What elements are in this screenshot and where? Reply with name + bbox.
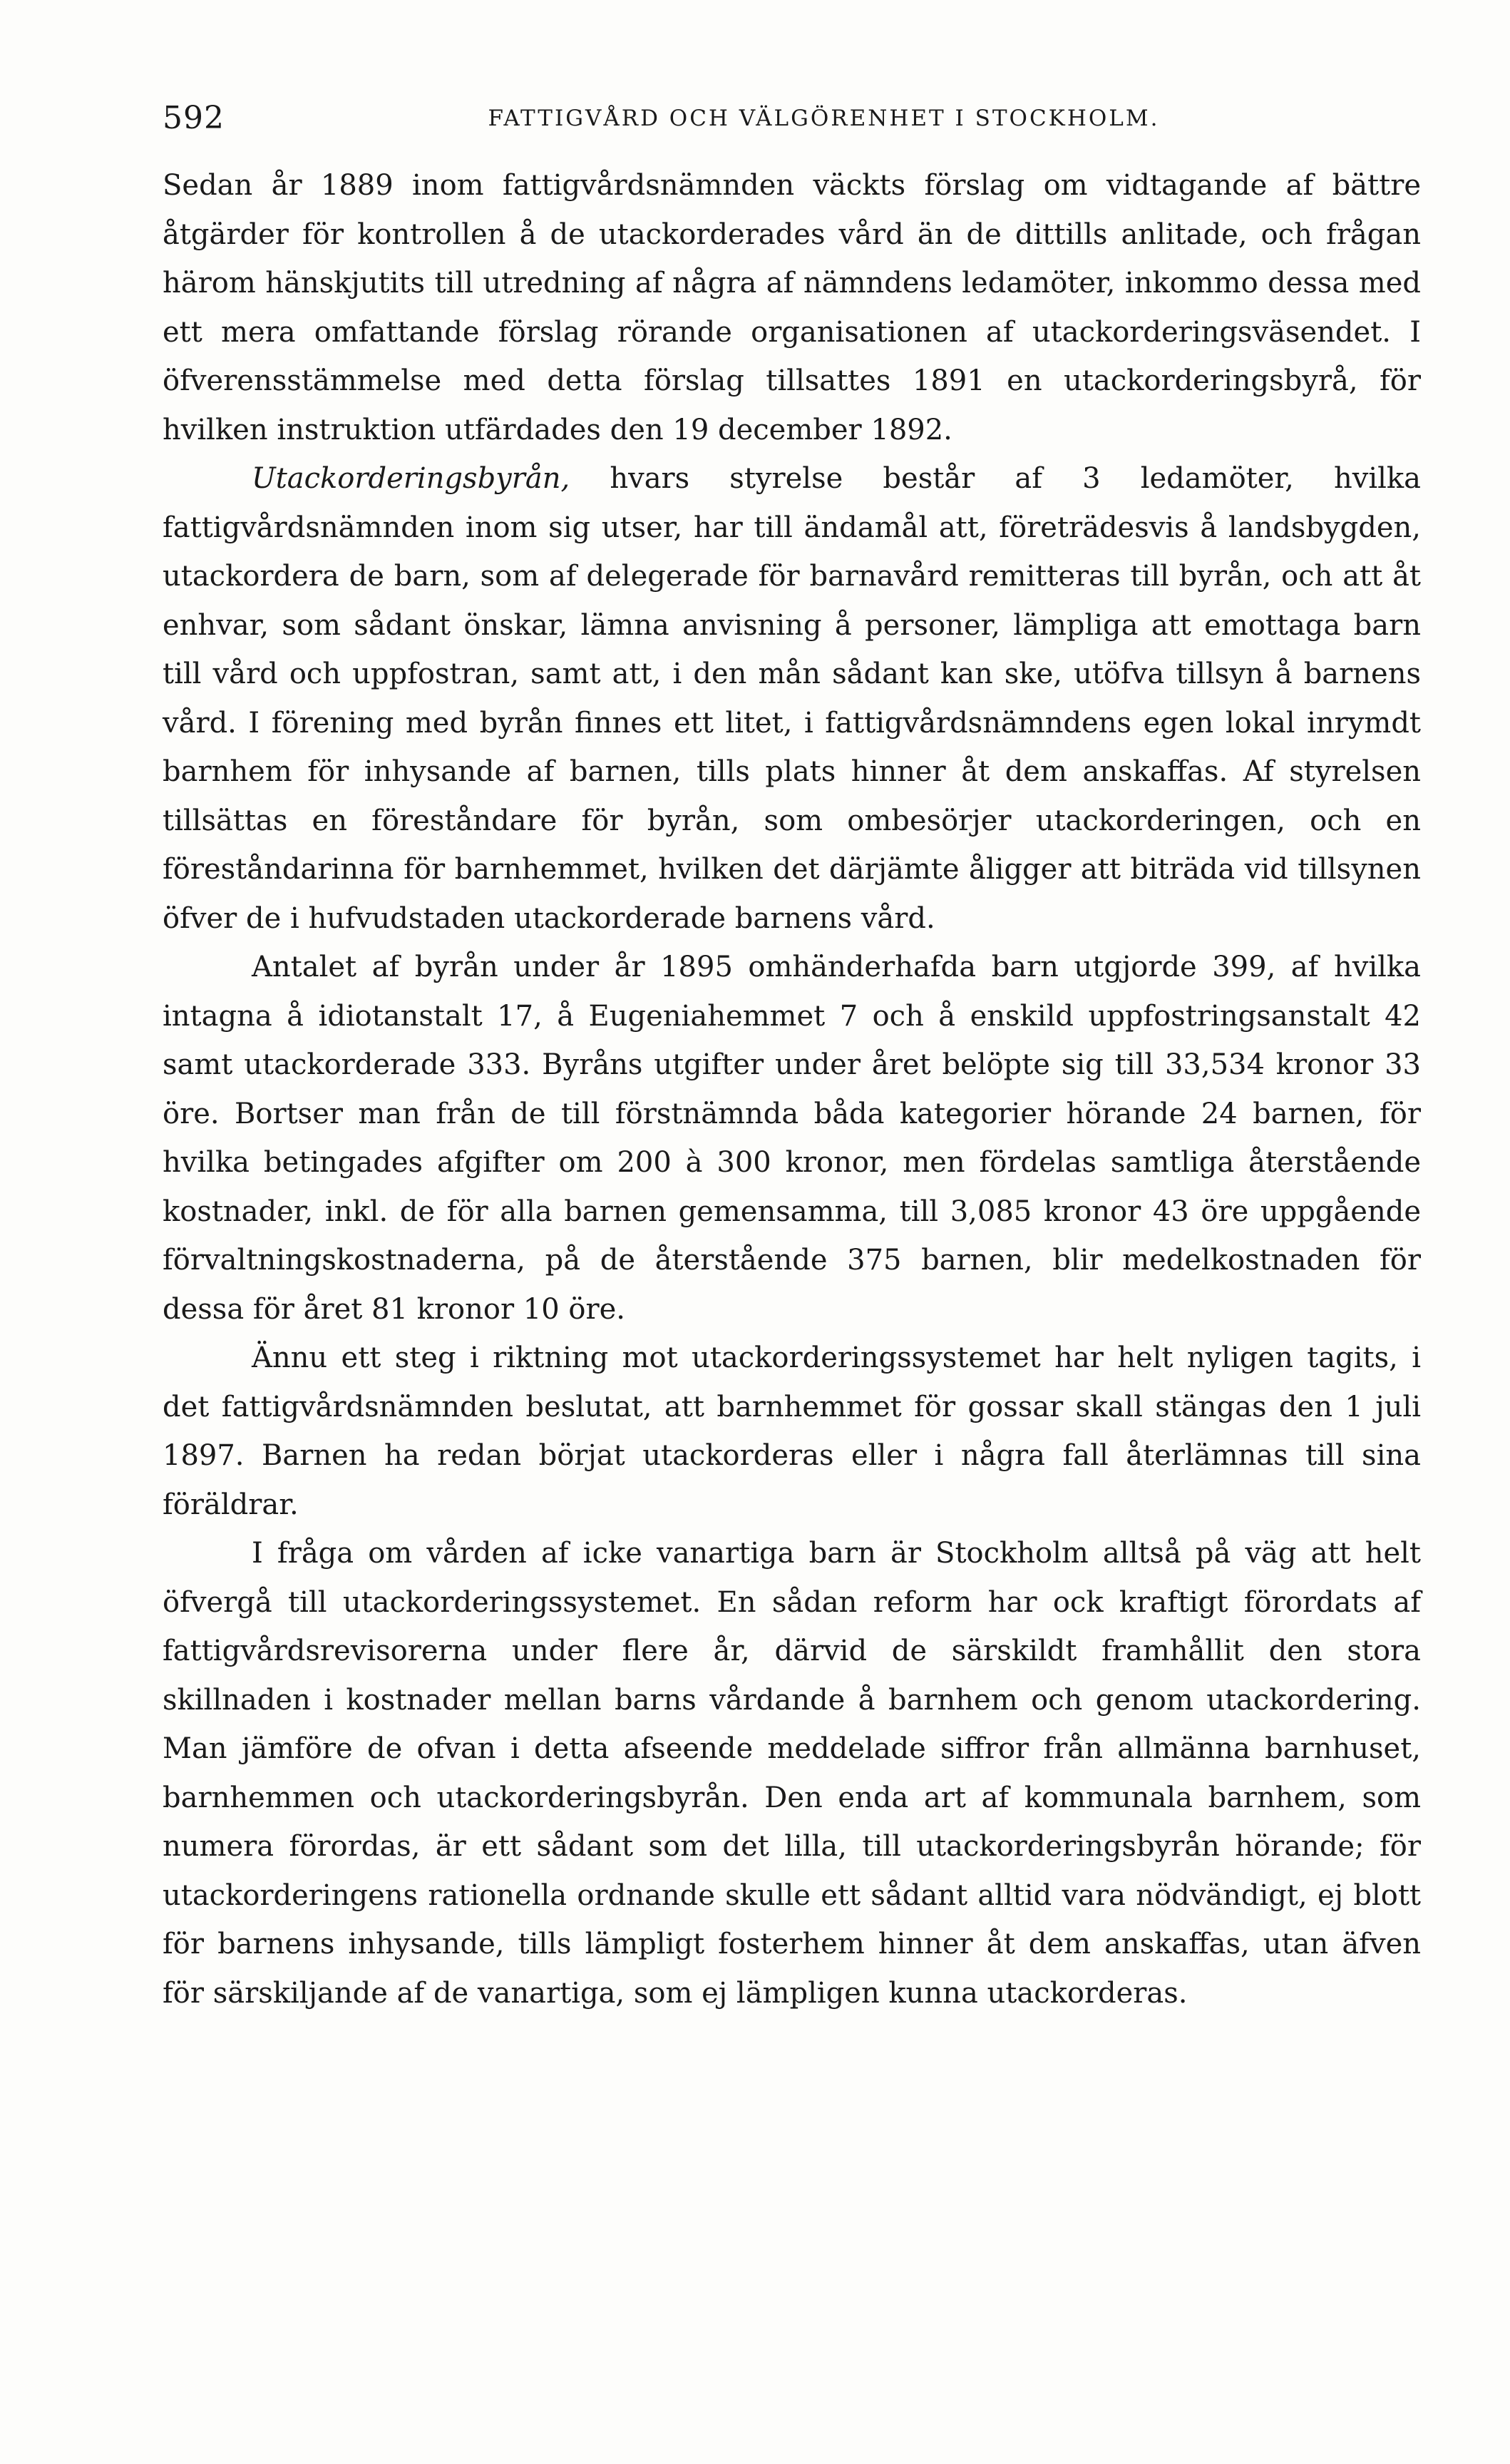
paragraph-2	[163, 454, 1421, 943]
paragraph-5: I fråga om vården af icke vanartiga barn är Stockholm alltså på väg att helt öfvergå till utackorderingssystemet. En sådan reform har ock kraftigt förordats af fattigvårdsrevisorerna under flere år, därvid de särskildt framhållit den stora skillnaden i kostnader mellan barns vårdande å barnhem och genom utackordering. Man jämföre de ofvan i detta afseende meddelade siffror från allmänna barnhuset, barnhemmen och utackorderingsbyrån. Den enda art af kommunala barnhem, som numera förordas, är ett sådant som det lilla, till utackorderingsbyrån hörande; för utackorderingens rationella ordnande skulle ett sådant alltid vara nödvändigt, ej blott för barnens inhysande, tills lämpligt fosterhem hinner åt dem anskaffas, utan äfven för särskiljande af de vanartiga, som ej lämpligen kunna utackorderas.	[163, 1537, 1421, 2010]
page-header	[163, 100, 1421, 136]
page-number: 592	[163, 100, 225, 136]
body-text	[163, 161, 1421, 2018]
paragraph-2-lead-italic: Utackorderingsbyrån,	[252, 462, 570, 495]
paragraph-2-text: hvars styrelse består af 3 ledamöter, hvilka fattigvårdsnämnden inom sig utser, har till ändamål att, företrädesvis å landsbygden, utackordera de barn, som af delegerade för barnavård remitteras till byrån, och att åt enhvar, som sådant önskar, lämna anvisning å personer, lämpliga att emottaga barn till vård och uppfostran, samt att, i den mån sådant kan ske, utöfva tillsyn å barnens vård. I förening med byrån finnes ett litet, i fattigvårdsnämndens egen lokal inrymdt barnhem för inhysande af barnen, tills plats hinner åt dem anskaffas. Af styrelsen tillsättas en föreståndare för byrån, som ombesörjer utackorderingen, och en föreståndarinna för barnhemmet, hvilken det därjämte åligger att biträda vid tillsynen öfver de i hufvudstaden utackorderade barnens vård.	[163, 462, 1421, 935]
paragraph-1: Sedan år 1889 inom fattigvårdsnämnden väckts förslag om vidtagande af bättre åtgärder för kontrollen å de utackorderades vård än de dittills anlitade, och frågan härom hänskjutits till utredning af några af nämndens ledamöter, inkommo dessa med ett mera omfattande förslag rörande organisationen af utackorderingsväsendet. I öfverensstämmelse med detta förslag tillsattes 1891 en utackorderingsbyrå, för hvilken instruktion utfärdades den 19 december 1892.	[163, 169, 1421, 446]
paragraph-4: Ännu ett steg i riktning mot utackorderingssystemet har helt nyligen tagits, i det fattigvårdsnämnden beslutat, att barnhemmet för gossar skall stängas den 1 juli 1897. Barnen ha redan börjat utackorderas eller i några fall återlämnas till sina föräldrar.	[163, 1341, 1421, 1521]
running-head: FATTIGVÅRD OCH VÄLGÖRENHET I STOCKHOLM.	[488, 106, 1160, 131]
paragraph-3: Antalet af byrån under år 1895 omhänderhafda barn utgjorde 399, af hvilka intagna å idiotanstalt 17, å Eugeniahemmet 7 och å enskild uppfostringsanstalt 42 samt utackorderade 333. Byråns utgifter under året belöpte sig till 33,534 kronor 33 öre. Bortser man från de till förstnämnda båda kategorier hörande 24 barnen, för hvilka betingades afgifter om 200 à 300 kronor, men fördelas samtliga återstående kostnader, inkl. de för alla barnen gemensamma, till 3,085 kronor 43 öre uppgående förvaltningskostnaderna, på de återstående 375 barnen, blir medelkostnaden för dessa för året 81 kronor 10 öre.	[163, 951, 1421, 1326]
